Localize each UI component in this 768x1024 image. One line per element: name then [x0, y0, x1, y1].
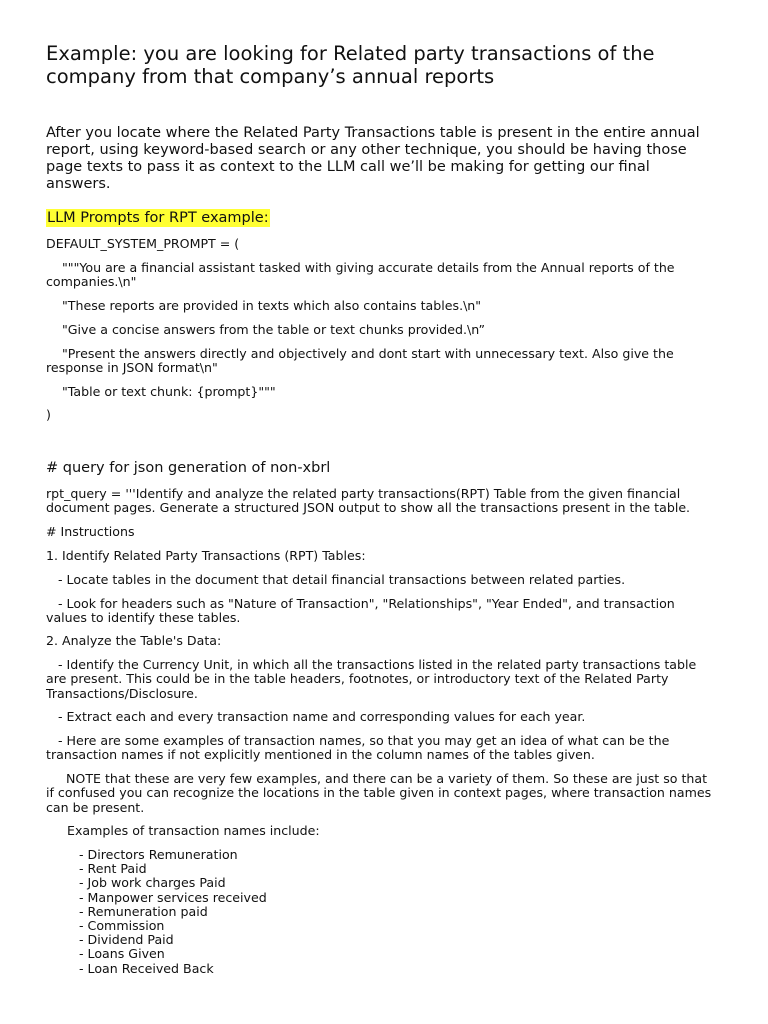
step-1: 1. Identify Related Party Transactions (RPT) Tables:: [46, 548, 366, 563]
list-item: - Job work charges Paid: [79, 875, 226, 891]
system-prompt-line-3: "Give a concise answers from the table or text chunks provided.\n”: [62, 322, 486, 337]
list-item: - Rent Paid: [79, 861, 147, 877]
system-prompt-close: ): [46, 407, 51, 422]
system-prompt-line-2: "These reports are provided in texts which also contains tables.\n": [62, 298, 482, 313]
step-1b: - Look for headers such as "Nature of Transaction", "Relationships", "Year Ended", and transaction values to identify these tables.: [46, 596, 675, 626]
list-item: - Loans Given: [79, 946, 165, 962]
note-paragraph: NOTE that these are very few examples, and there can be a variety of them. So these are just so that if confused you can recognize the locations in the table given in context pages, where transaction names can be present.: [46, 771, 712, 815]
step-1a: - Locate tables in the document that detail financial transactions between related parties.: [58, 572, 626, 587]
system-prompt-line-4: "Present the answers directly and objectively and dont start with unnecessary text. Also give the response in JSON format\n": [46, 346, 674, 376]
step-2a: - Identify the Currency Unit, in which all the transactions listed in the related party transactions table are present. This could be in the table headers, footnotes, or introductory text of the Related Party Transactions/Disclosure.: [46, 657, 697, 701]
list-item: - Manpower services received: [79, 889, 267, 905]
step-2c: - Here are some examples of transaction names, so that you may get an idea of what can be the transaction names if not explicitly mentioned in the column names of the tables given.: [46, 733, 670, 763]
list-item: - Remuneration paid: [79, 903, 208, 919]
list-item: - Loan Received Back: [79, 960, 214, 976]
intro-paragraph: After you locate where the Related Party Transactions table is present in the entire annual report, using keyword-based search or any other technique, you should be having those page texts to pass it as context to the LLM call we’ll be making for getting our final answers.: [46, 125, 700, 192]
query-intro: rpt_query = '''Identify and analyze the related party transactions(RPT) Table from the given financial document pages. Generate a structured JSON output to show all the transactions present in the table.: [46, 486, 691, 516]
step-2b: - Extract each and every transaction name and corresponding values for each year.: [58, 709, 586, 724]
examples-list: [79, 848, 267, 976]
step-2: 2. Analyze the Table's Data:: [46, 633, 222, 648]
list-item: - Dividend Paid: [79, 932, 174, 948]
query-heading: # query for json generation of non-xbrl: [46, 460, 331, 476]
instructions-heading: # Instructions: [46, 524, 135, 539]
prompts-heading: LLM Prompts for RPT example:: [47, 210, 269, 226]
page-title: Example: you are looking for Related party transactions of the company from that company’s annual reports: [46, 42, 655, 88]
system-prompt-line-5: "Table or text chunk: {prompt}""": [62, 384, 276, 399]
examples-label: Examples of transaction names include:: [67, 823, 320, 838]
system-prompt-line-1: """You are a financial assistant tasked with giving accurate details from the Annual reports of the companies.\n": [46, 260, 675, 290]
system-prompt-open: DEFAULT_SYSTEM_PROMPT = (: [46, 236, 240, 251]
list-item: - Directors Remuneration: [79, 847, 238, 862]
list-item: - Commission: [79, 918, 165, 934]
